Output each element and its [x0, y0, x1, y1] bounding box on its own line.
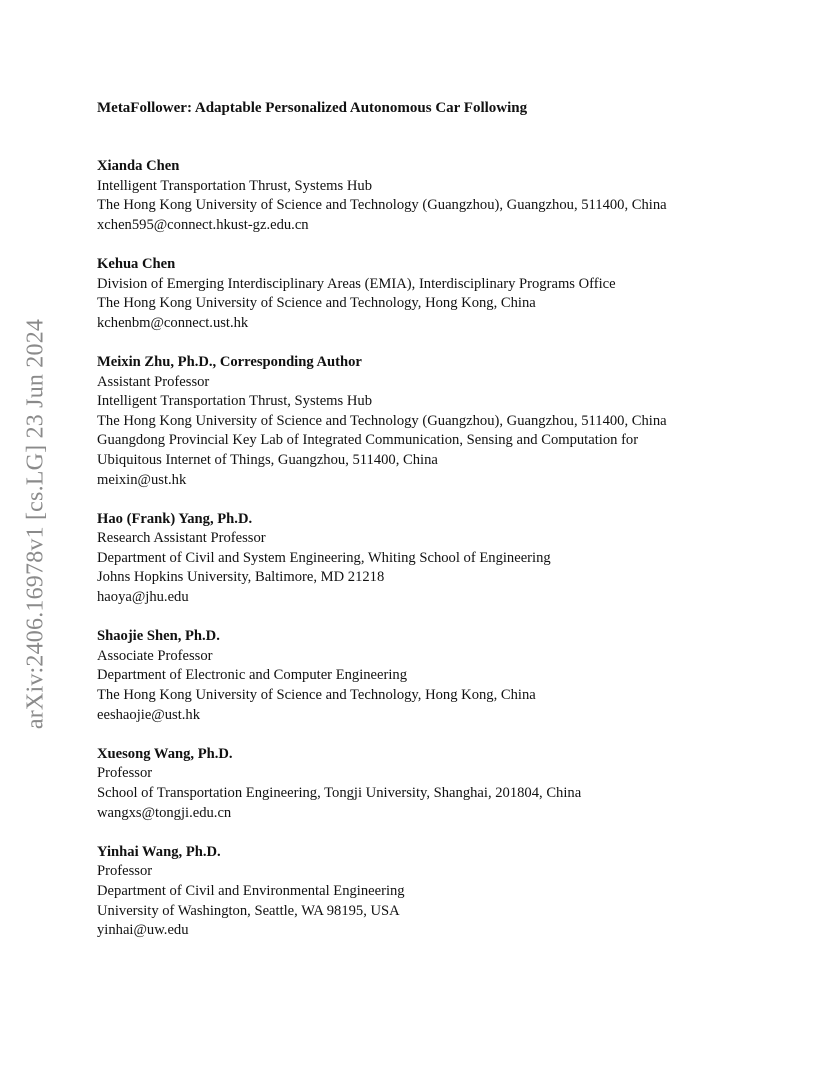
author-email: haoya@jhu.edu	[97, 589, 189, 606]
author-email: kchenbm@connect.ust.hk	[97, 314, 249, 331]
author-position: Associate Professor	[97, 647, 213, 664]
author-name: Hao (Frank) Yang, Ph.D.	[97, 510, 253, 527]
author-name: Meixin Zhu, Ph.D., Corresponding Author	[97, 353, 362, 370]
affiliation-line: The Hong Kong University of Science and Technology (Guangzhou), Guangzhou, 511400, China	[97, 197, 667, 214]
author-block	[97, 627, 797, 725]
affiliation-line: The Hong Kong University of Science and Technology, Hong Kong, China	[97, 687, 536, 704]
affiliation-line: Division of Emerging Interdisciplinary Areas (EMIA), Interdisciplinary Programs Office	[97, 275, 616, 292]
author-name: Xianda Chen	[97, 158, 180, 174]
author-email: xchen595@connect.hkust-gz.edu.cn	[97, 216, 309, 233]
affiliation-line: Intelligent Transportation Thrust, Systems Hub	[97, 393, 372, 410]
affiliation-line: The Hong Kong University of Science and Technology, Hong Kong, China	[97, 295, 536, 312]
affiliation-line: Department of Civil and Environmental Engineering	[97, 882, 405, 899]
author-email: meixin@ust.hk	[97, 471, 187, 488]
author-block	[97, 353, 797, 490]
author-block	[97, 157, 797, 235]
author-position: Professor	[97, 765, 153, 782]
author-name: Xuesong Wang, Ph.D.	[97, 745, 233, 762]
author-name: Shaojie Shen, Ph.D.	[97, 628, 220, 645]
affiliation-line: Intelligent Transportation Thrust, Systems Hub	[97, 177, 372, 194]
author-list	[97, 157, 797, 941]
author-email: eeshaojie@ust.hk	[97, 706, 201, 723]
author-block	[97, 843, 797, 941]
author-position: Professor	[97, 863, 153, 880]
affiliation-line: Guangdong Provincial Key Lab of Integrated Communication, Sensing and Computation for	[97, 432, 639, 449]
author-position: Research Assistant Professor	[97, 530, 266, 547]
author-email: wangxs@tongji.edu.cn	[97, 804, 232, 821]
author-name: Kehua Chen	[97, 255, 176, 272]
affiliation-line: School of Transportation Engineering, Tongji University, Shanghai, 201804, China	[97, 785, 582, 801]
author-block	[97, 745, 797, 823]
author-name: Yinhai Wang, Ph.D.	[97, 843, 221, 860]
affiliation-line: University of Washington, Seattle, WA 98195, USA	[97, 902, 400, 919]
affiliation-line: Department of Electronic and Computer Engineering	[97, 667, 408, 684]
author-email: yinhai@uw.edu	[97, 922, 189, 939]
paper-title: MetaFollower: Adaptable Personalized Autonomous Car Following	[97, 100, 528, 116]
affiliation-line: Johns Hopkins University, Baltimore, MD 21218	[97, 569, 385, 586]
author-block	[97, 255, 797, 333]
affiliation-line: Department of Civil and System Engineering, Whiting School of Engineering	[97, 549, 551, 566]
author-position: Assistant Professor	[97, 373, 210, 390]
affiliation-line: The Hong Kong University of Science and Technology (Guangzhou), Guangzhou, 511400, China	[97, 412, 667, 429]
affiliation-line: Ubiquitous Internet of Things, Guangzhou, 511400, China	[97, 451, 438, 468]
arxiv-side-stamp: arXiv:2406.16978v1 [cs.LG] 23 Jun 2024	[22, 318, 49, 730]
author-block	[97, 510, 797, 608]
